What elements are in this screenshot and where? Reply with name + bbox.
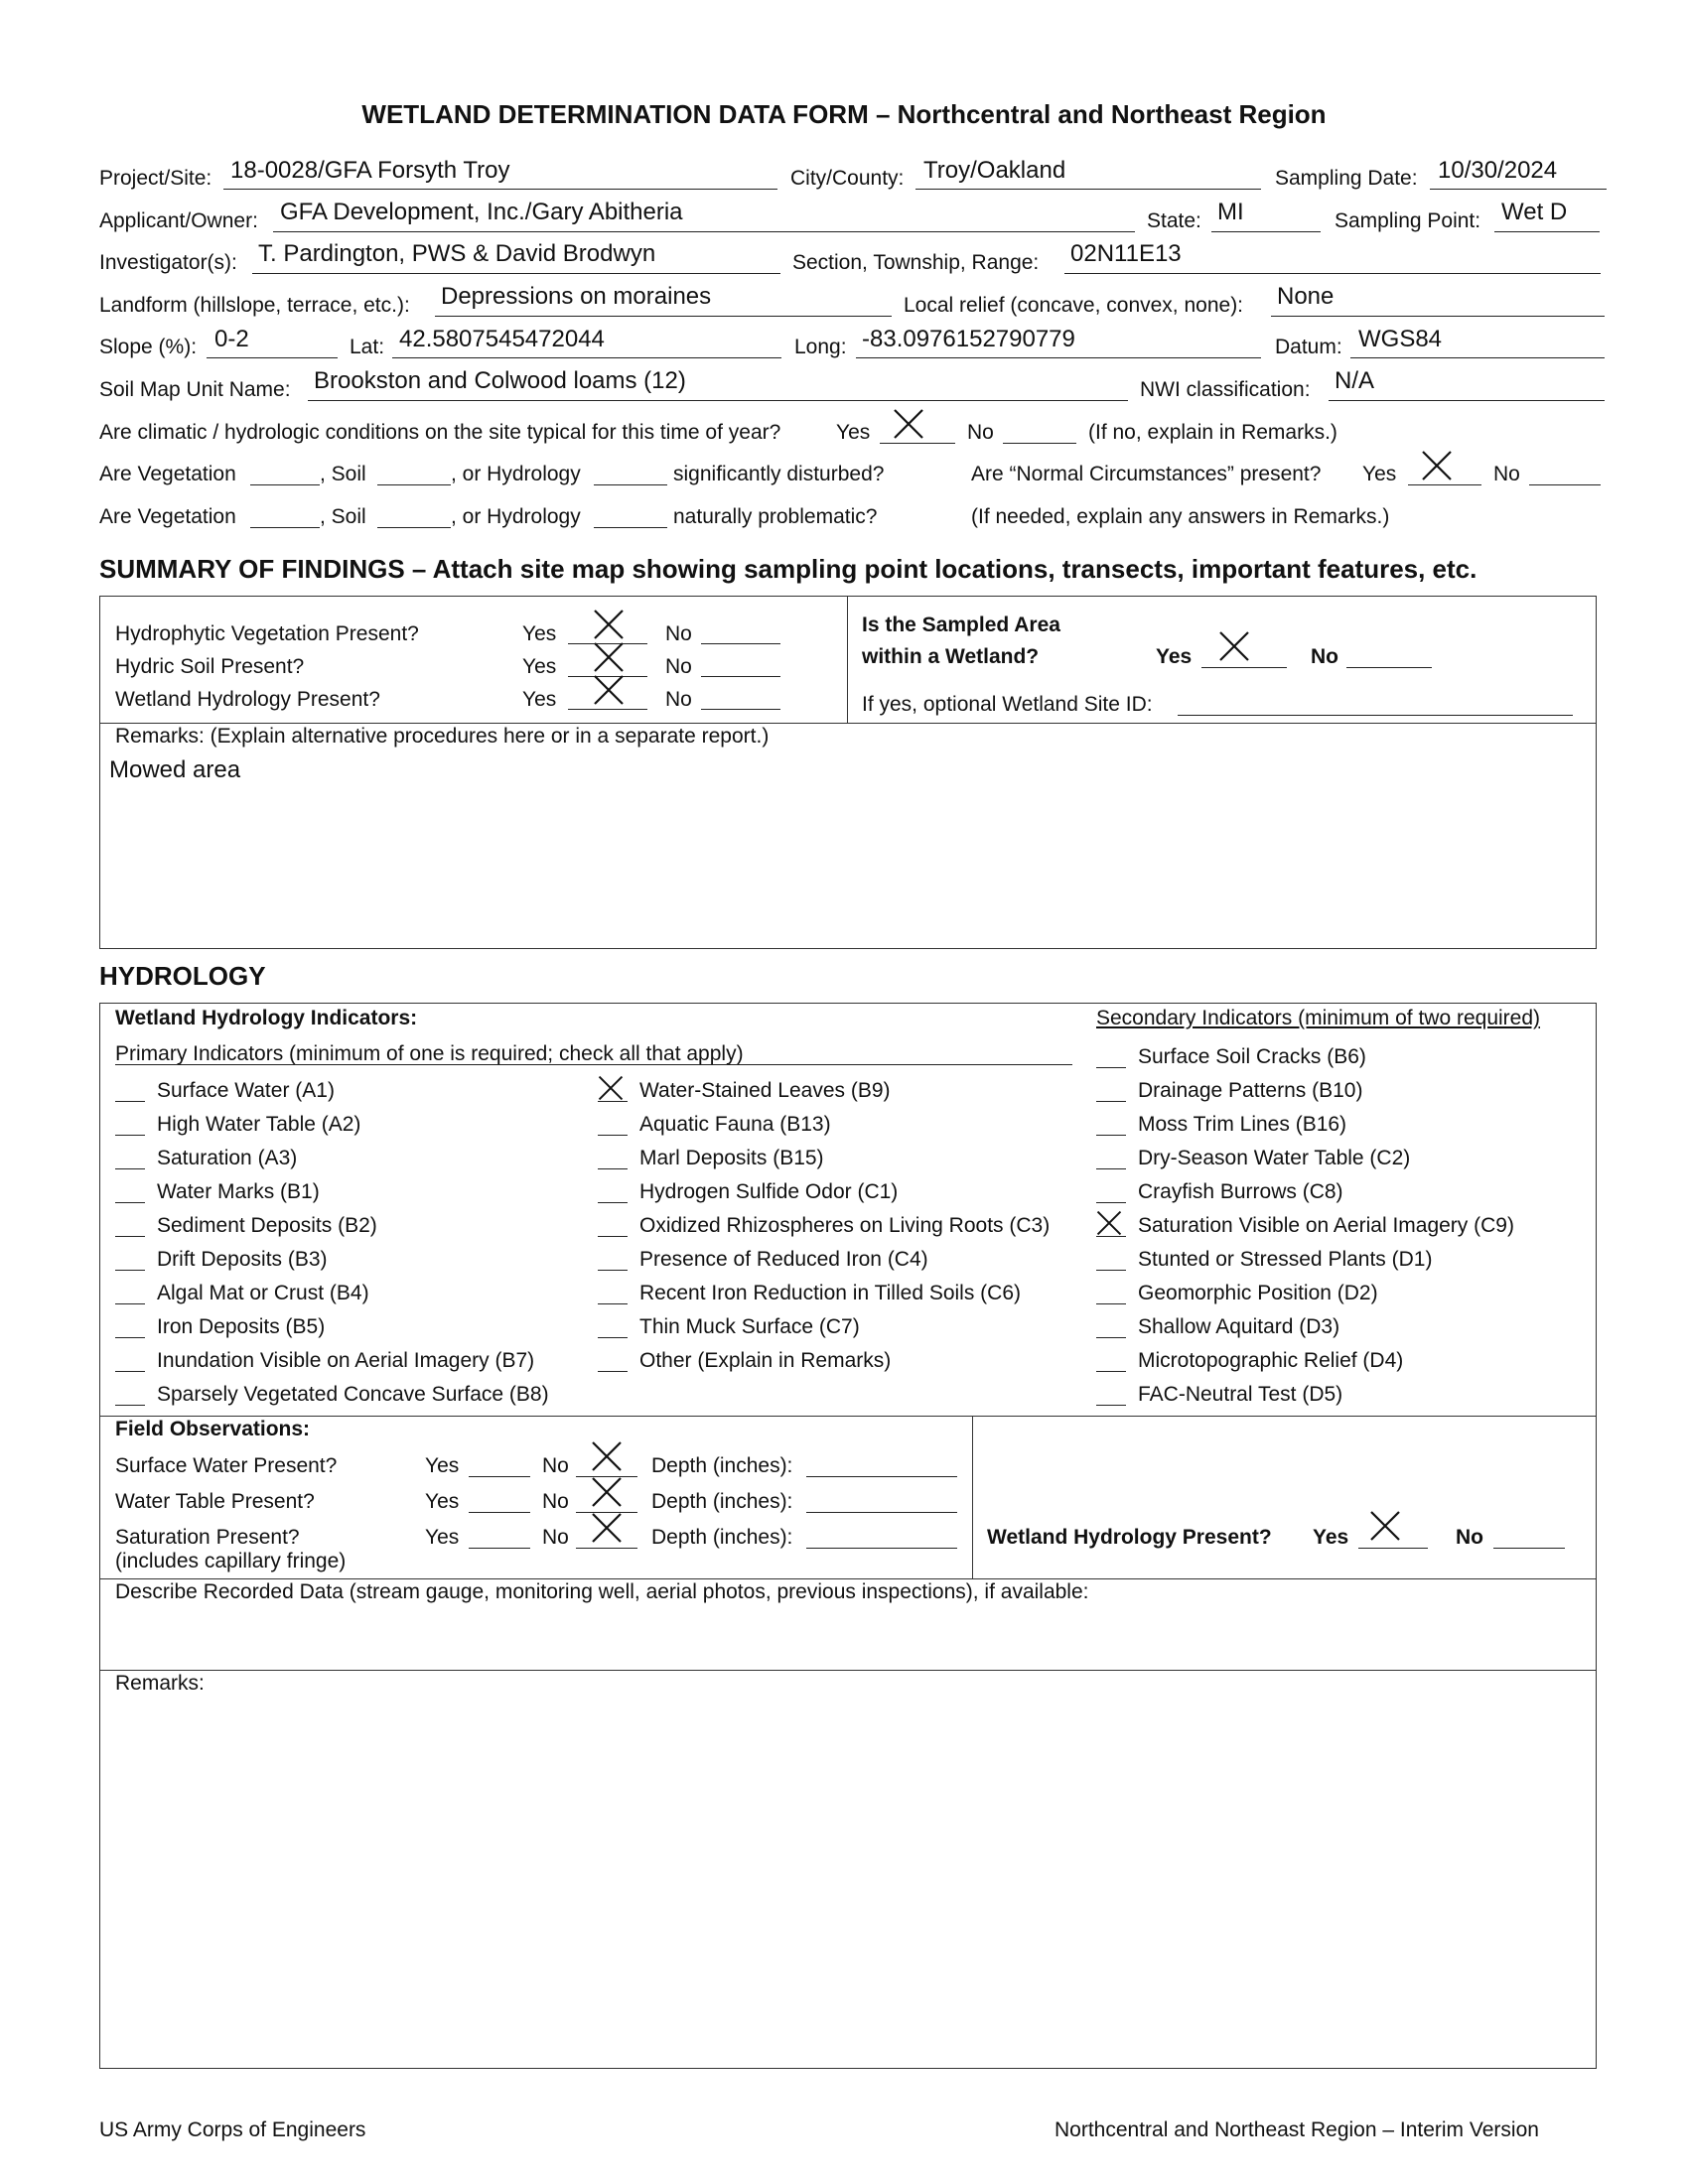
- climatic-no-label: No: [967, 421, 994, 444]
- landform-label: Landform (hillslope, terrace, etc.):: [99, 294, 410, 317]
- section-label: Section, Township, Range:: [792, 251, 1040, 274]
- col1-checkbox[interactable]: [115, 1371, 145, 1372]
- saturation-no-check-icon[interactable]: [590, 1511, 624, 1545]
- saturation-depth-label: Depth (inches):: [651, 1526, 793, 1549]
- normal-circumstances-label: Are “Normal Circumstances” present?: [971, 463, 1322, 485]
- hydrology-remarks-label: Remarks:: [115, 1672, 205, 1695]
- primary-indicators-label: Primary Indicators (minimum of one is required; check all that apply): [115, 1042, 744, 1065]
- water-table-yes-label: Yes: [425, 1490, 460, 1513]
- indicator-label: Presence of Reduced Iron (C4): [639, 1248, 928, 1271]
- col2-checkbox[interactable]: [598, 1135, 628, 1136]
- saturation-no-label: No: [542, 1526, 569, 1549]
- datum-label: Datum:: [1275, 336, 1342, 358]
- hydric-yes-check-icon[interactable]: [592, 640, 626, 674]
- wetland-hydrology-no-label: No: [1456, 1526, 1483, 1549]
- climatic-yes-label: Yes: [836, 421, 871, 444]
- sampled-yes-check-icon[interactable]: [1217, 629, 1251, 663]
- indicator-label: Drift Deposits (B3): [157, 1248, 328, 1271]
- soil-label-1: , Soil: [320, 463, 366, 485]
- point-value[interactable]: Wet D: [1501, 199, 1568, 225]
- hydro-label-1: , or Hydrology: [451, 463, 581, 485]
- hydrology-heading: HYDROLOGY: [99, 961, 266, 991]
- indicator-label: Hydrogen Sulfide Odor (C1): [639, 1180, 899, 1203]
- wetland-hydrology-indicators-label: Wetland Hydrology Indicators:: [115, 1007, 418, 1029]
- col3-checkbox[interactable]: [1096, 1101, 1126, 1102]
- veg-label-2: Are Vegetation: [99, 505, 236, 528]
- col2-checkbox[interactable]: [598, 1303, 628, 1304]
- sig-disturbed-label: significantly disturbed?: [673, 463, 885, 485]
- summary-heading: SUMMARY OF FINDINGS – Attach site map showing sampling point locations, transects, important features, etc.: [99, 554, 1477, 584]
- indicator-label: Saturation (A3): [157, 1147, 298, 1169]
- if-needed-note: (If needed, explain any answers in Remarks.): [971, 505, 1390, 528]
- climatic-question: Are climatic / hydrologic conditions on the site typical for this time of year?: [99, 421, 781, 444]
- col2-check-icon[interactable]: [596, 1073, 626, 1103]
- water-table-no-check-icon[interactable]: [590, 1475, 624, 1509]
- date-label: Sampling Date:: [1275, 167, 1418, 190]
- saturation-present-label: Saturation Present?: [115, 1526, 300, 1549]
- within-wetland-label: within a Wetland?: [862, 645, 1040, 668]
- summary-remarks-label: Remarks: (Explain alternative procedures here or in a separate report.): [115, 725, 770, 748]
- saturation-yes-label: Yes: [425, 1526, 460, 1549]
- indicator-label: Recent Iron Reduction in Tilled Soils (C6): [639, 1282, 1022, 1304]
- col2-checkbox[interactable]: [598, 1371, 628, 1372]
- indicator-label: Crayfish Burrows (C8): [1138, 1180, 1343, 1203]
- water-table-present-label: Water Table Present?: [115, 1490, 315, 1513]
- applicant-value[interactable]: GFA Development, Inc./Gary Abitheria: [280, 199, 683, 225]
- datum-value[interactable]: WGS84: [1358, 326, 1443, 352]
- lat-value[interactable]: 42.5807545472044: [399, 326, 605, 352]
- summary-remarks-value[interactable]: Mowed area: [109, 756, 241, 783]
- col1-checkbox[interactable]: [115, 1405, 145, 1406]
- normal-no-label: No: [1493, 463, 1520, 485]
- col2-checkbox[interactable]: [598, 1236, 628, 1237]
- col3-checkbox[interactable]: [1096, 1337, 1126, 1338]
- indicator-label: Inundation Visible on Aerial Imagery (B7): [157, 1349, 535, 1372]
- hydric-yes-label: Yes: [522, 655, 557, 678]
- city-label: City/County:: [790, 167, 905, 190]
- climatic-yes-check-icon[interactable]: [892, 407, 925, 441]
- indicator-label: Shallow Aquitard (D3): [1138, 1315, 1340, 1338]
- hydrophytic-yes-check-icon[interactable]: [592, 608, 626, 641]
- indicator-label: Stunted or Stressed Plants (D1): [1138, 1248, 1433, 1271]
- surface-water-no-label: No: [542, 1454, 569, 1477]
- project-value[interactable]: 18-0028/GFA Forsyth Troy: [230, 157, 510, 184]
- col3-checkbox[interactable]: [1096, 1067, 1126, 1068]
- col3-checkbox[interactable]: [1096, 1270, 1126, 1271]
- wetland-hydrology-yes-check-icon[interactable]: [1368, 1509, 1402, 1543]
- indicator-label: Iron Deposits (B5): [157, 1315, 326, 1338]
- slope-value[interactable]: 0-2: [214, 326, 249, 352]
- indicator-label: Sediment Deposits (B2): [157, 1214, 377, 1237]
- wetland-hydro-yes-label: Yes: [522, 688, 557, 711]
- slope-label: Slope (%):: [99, 336, 198, 358]
- indicator-label: Water Marks (B1): [157, 1180, 320, 1203]
- lat-label: Lat:: [350, 336, 385, 358]
- col2-checkbox[interactable]: [598, 1337, 628, 1338]
- hydric-no-label: No: [665, 655, 692, 678]
- soil-label: Soil Map Unit Name:: [99, 378, 291, 401]
- nat-problematic-label: naturally problematic?: [673, 505, 878, 528]
- recorded-data-label: Describe Recorded Data (stream gauge, monitoring well, aerial photos, previous inspections), if available:: [115, 1580, 1089, 1603]
- state-value[interactable]: MI: [1217, 199, 1244, 225]
- indicator-label: High Water Table (A2): [157, 1113, 361, 1136]
- indicator-label: Aquatic Fauna (B13): [639, 1113, 831, 1136]
- hydrophytic-veg-label: Hydrophytic Vegetation Present?: [115, 622, 419, 645]
- sampled-no-label: No: [1311, 645, 1338, 668]
- soil-label-2: , Soil: [320, 505, 366, 528]
- surface-water-no-check-icon[interactable]: [590, 1439, 624, 1473]
- col2-checkbox[interactable]: [598, 1270, 628, 1271]
- col3-checkbox[interactable]: [1096, 1303, 1126, 1304]
- surface-water-present-label: Surface Water Present?: [115, 1454, 338, 1477]
- col3-checkbox[interactable]: [1096, 1405, 1126, 1406]
- city-value[interactable]: Troy/Oakland: [923, 157, 1066, 184]
- col1-checkbox[interactable]: [115, 1168, 145, 1169]
- col1-checkbox[interactable]: [115, 1303, 145, 1304]
- hydrophytic-yes-label: Yes: [522, 622, 557, 645]
- col2-checkbox[interactable]: [598, 1168, 628, 1169]
- indicator-label: Oxidized Rhizospheres on Living Roots (C3): [639, 1214, 1051, 1237]
- col3-check-icon[interactable]: [1094, 1208, 1124, 1238]
- investigator-value[interactable]: T. Pardington, PWS & David Brodwyn: [258, 240, 656, 267]
- wetland-hydro-label: Wetland Hydrology Present?: [115, 688, 380, 711]
- normal-yes-label: Yes: [1362, 463, 1397, 485]
- col3-checkbox[interactable]: [1096, 1168, 1126, 1169]
- date-value[interactable]: 10/30/2024: [1438, 157, 1558, 184]
- wetland-hydrology-present-label: Wetland Hydrology Present?: [987, 1526, 1272, 1549]
- indicator-label: Other (Explain in Remarks): [639, 1349, 892, 1372]
- col1-checkbox[interactable]: [115, 1337, 145, 1338]
- long-label: Long:: [794, 336, 847, 358]
- footer-right: Northcentral and Northeast Region – Interim Version: [1055, 2118, 1539, 2141]
- footer-left: US Army Corps of Engineers: [99, 2118, 366, 2141]
- nwi-value[interactable]: N/A: [1335, 367, 1375, 394]
- relief-value[interactable]: None: [1277, 283, 1335, 310]
- section-value[interactable]: 02N11E13: [1070, 240, 1182, 267]
- wetland-hydro-yes-check-icon[interactable]: [592, 673, 626, 707]
- indicator-label: Algal Mat or Crust (B4): [157, 1282, 369, 1304]
- field-observations-label: Field Observations:: [115, 1418, 311, 1440]
- wetland-hydrology-yes-label: Yes: [1313, 1526, 1349, 1549]
- indicator-label: FAC-Neutral Test (D5): [1138, 1383, 1343, 1406]
- wetland-hydro-no-label: No: [665, 688, 692, 711]
- hydro-label-2: , or Hydrology: [451, 505, 581, 528]
- indicator-label: Marl Deposits (B15): [639, 1147, 824, 1169]
- surface-water-depth-label: Depth (inches):: [651, 1454, 793, 1477]
- col1-checkbox[interactable]: [115, 1202, 145, 1203]
- soil-value[interactable]: Brookston and Colwood loams (12): [314, 367, 686, 394]
- indicator-label: Surface Water (A1): [157, 1079, 335, 1102]
- form-title: WETLAND DETERMINATION DATA FORM – Northcentral and Northeast Region: [361, 99, 1327, 129]
- indicator-label: Sparsely Vegetated Concave Surface (B8): [157, 1383, 549, 1406]
- veg-label-1: Are Vegetation: [99, 463, 236, 485]
- secondary-indicators-label: Secondary Indicators (minimum of two required): [1096, 1007, 1541, 1029]
- indicator-label: Moss Trim Lines (B16): [1138, 1113, 1347, 1136]
- capillary-fringe-label: (includes capillary fringe): [115, 1550, 347, 1572]
- point-label: Sampling Point:: [1335, 209, 1481, 232]
- summary-box: [99, 596, 1597, 949]
- relief-label: Local relief (concave, convex, none):: [904, 294, 1244, 317]
- state-label: State:: [1147, 209, 1201, 232]
- indicator-label: Saturation Visible on Aerial Imagery (C9): [1138, 1214, 1514, 1237]
- sampled-area-label: Is the Sampled Area: [862, 614, 1060, 636]
- water-table-no-label: No: [542, 1490, 569, 1513]
- landform-value[interactable]: Depressions on moraines: [441, 283, 712, 310]
- hydric-soil-label: Hydric Soil Present?: [115, 655, 305, 678]
- climatic-note: (If no, explain in Remarks.): [1088, 421, 1337, 444]
- sampled-yes-label: Yes: [1156, 645, 1193, 668]
- indicator-label: Thin Muck Surface (C7): [639, 1315, 860, 1338]
- site-id-label: If yes, optional Wetland Site ID:: [862, 693, 1153, 716]
- hydrophytic-no-label: No: [665, 622, 692, 645]
- normal-yes-check-icon[interactable]: [1420, 449, 1454, 482]
- col3-checkbox[interactable]: [1096, 1135, 1126, 1136]
- col2-checkbox[interactable]: [598, 1202, 628, 1203]
- col1-checkbox[interactable]: [115, 1135, 145, 1136]
- indicator-label: Drainage Patterns (B10): [1138, 1079, 1363, 1102]
- indicator-label: Surface Soil Cracks (B6): [1138, 1045, 1366, 1068]
- indicator-label: Water-Stained Leaves (B9): [639, 1079, 891, 1102]
- water-table-depth-label: Depth (inches):: [651, 1490, 793, 1513]
- col1-checkbox[interactable]: [115, 1270, 145, 1271]
- nwi-label: NWI classification:: [1140, 378, 1311, 401]
- investigator-label: Investigator(s):: [99, 251, 237, 274]
- applicant-label: Applicant/Owner:: [99, 209, 258, 232]
- indicator-label: Dry-Season Water Table (C2): [1138, 1147, 1411, 1169]
- col3-checkbox[interactable]: [1096, 1371, 1126, 1372]
- col3-checkbox[interactable]: [1096, 1202, 1126, 1203]
- col1-checkbox[interactable]: [115, 1236, 145, 1237]
- col1-checkbox[interactable]: [115, 1101, 145, 1102]
- project-label: Project/Site:: [99, 167, 212, 190]
- long-value[interactable]: -83.0976152790779: [862, 326, 1075, 352]
- surface-water-yes-label: Yes: [425, 1454, 460, 1477]
- indicator-label: Geomorphic Position (D2): [1138, 1282, 1378, 1304]
- indicator-label: Microtopographic Relief (D4): [1138, 1349, 1404, 1372]
